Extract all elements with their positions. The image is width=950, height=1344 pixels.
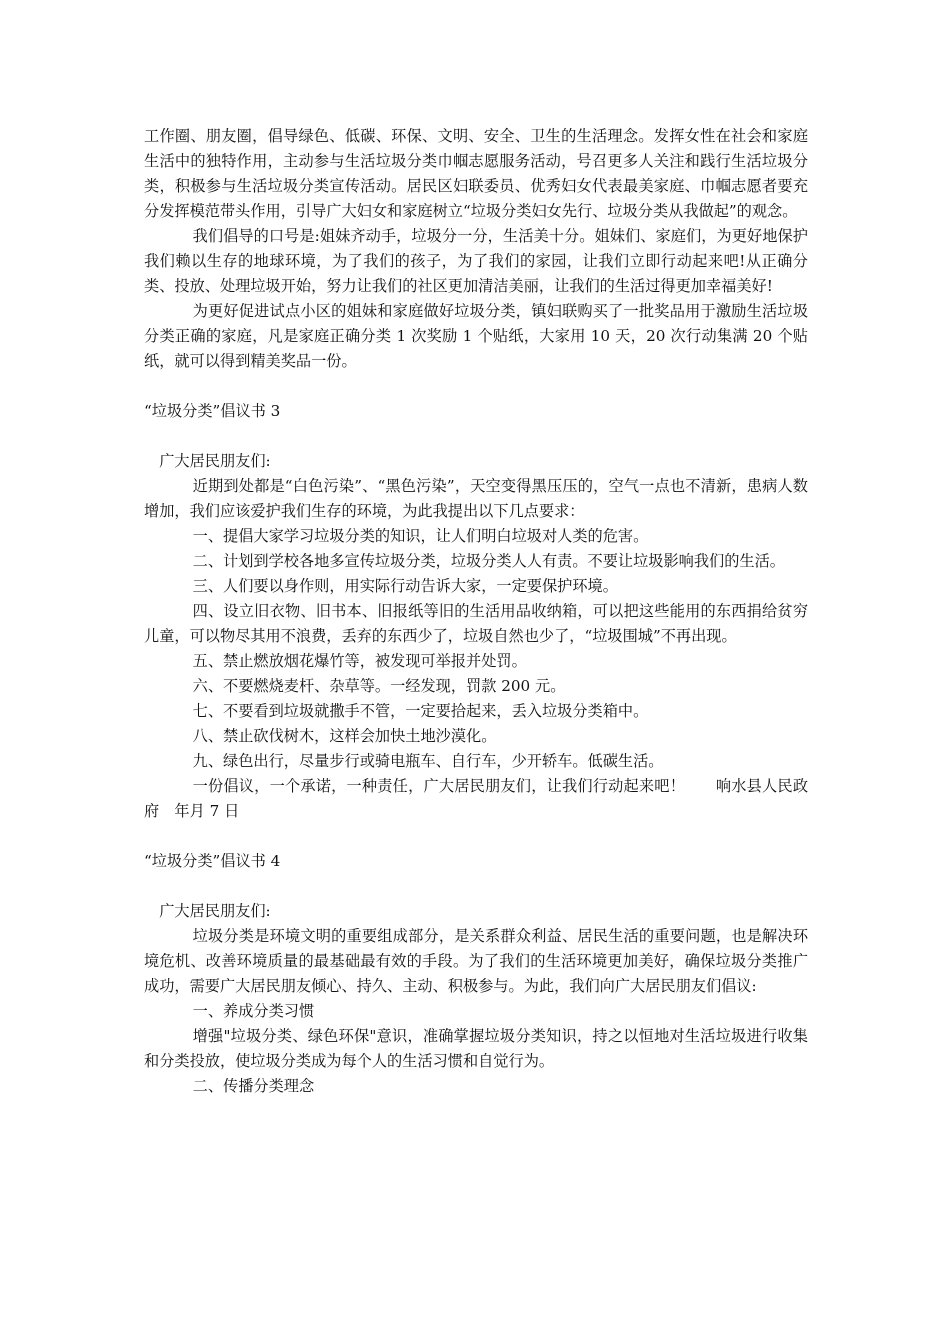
list-item: 二、计划到学校各地多宣传垃圾分类，垃圾分类人人有责。不要让垃圾影响我们的生活。	[192, 552, 785, 570]
list-item: 八、禁止砍伐树木，这样会加快土地沙漠化。	[192, 727, 497, 745]
paragraph: 近期到处都是“白色污染”、“黑色污染”，天空变得黑压压的，空气一点也不清新，患病人数增加，我们应该爱护我们生存的环境，为此我提出以下几点要求：	[144, 477, 808, 520]
salutation: 广大居民朋友们:	[159, 452, 271, 470]
list-item: 五、禁止燃放烟花爆竹等，被发现可举报并处罚。	[192, 652, 527, 670]
salutation: 广大居民朋友们:	[159, 902, 271, 920]
subheading: 二、传播分类理念	[192, 1077, 315, 1095]
section-heading: “垃圾分类”倡议书 3	[144, 402, 281, 420]
closing-line: 一份倡议，一个承诺，一种责任，广大居民朋友们，让我们行动起来吧！ 响水县人民政府 年月 7 日	[144, 777, 808, 820]
list-item: 九、绿色出行，尽量步行或骑电瓶车、自行车，少开轿车。低碳生活。	[192, 752, 664, 770]
list-item: 一、提倡大家学习垃圾分类的知识，让人们明白垃圾对人类的危害。	[192, 527, 649, 545]
list-item: 七、不要看到垃圾就撒手不管，一定要拾起来，丢入垃圾分类箱中。	[192, 702, 649, 720]
section-heading: “垃圾分类”倡议书 4	[144, 852, 281, 870]
paragraph: 我们倡导的口号是:姐妹齐动手，垃圾分一分，生活美十分。姐妹们、家庭们，为更好地保护我们赖以生存的地球环境，为了我们的孩子，为了我们的家园，让我们立即行动起来吧!从正确分类、投放、处理垃圾开始，努力让我们的社区更加清洁美丽，让我们的生活过得更加幸福美好!	[144, 227, 808, 295]
list-item: 四、设立旧衣物、旧书本、旧报纸等旧的生活用品收纳箱，可以把这些能用的东西捐给贫穷儿童，可以物尽其用不浪费，丢弃的东西少了，垃圾自然也少了，“垃圾围城”不再出现。	[144, 602, 808, 645]
paragraph: 垃圾分类是环境文明的重要组成部分，是关系群众利益、居民生活的重要问题，也是解决环境危机、改善环境质量的最基础最有效的手段。为了我们的生活环境更加美好，确保垃圾分类推广成功，需要广大居民朋友倾心、持久、主动、积极参与。为此，我们向广大居民朋友们倡议:	[144, 927, 808, 995]
paragraph: 工作圈、朋友圈，倡导绿色、低碳、环保、文明、安全、卫生的生活理念。发挥女性在社会和家庭生活中的独特作用，主动参与生活垃圾分类巾帼志愿服务活动，号召更多人关注和践行生活垃圾分类，积极参与生活垃圾分类宣传活动。居民区妇联委员、优秀妇女代表最美家庭、巾帼志愿者要充分发挥模范带头作用，引导广大妇女和家庭树立“垃圾分类妇女先行、垃圾分类从我做起”的观念。	[144, 127, 808, 220]
paragraph: 增强"垃圾分类、绿色环保"意识，准确掌握垃圾分类知识，持之以恒地对生活垃圾进行收集和分类投放，使垃圾分类成为每个人的生活习惯和自觉行为。	[144, 1027, 808, 1070]
subheading: 一、养成分类习惯	[192, 1002, 315, 1020]
document-page	[144, 124, 808, 1099]
paragraph: 为更好促进试点小区的姐妹和家庭做好垃圾分类，镇妇联购买了一批奖品用于激励生活垃圾分类正确的家庭，凡是家庭正确分类 1 次奖励 1 个贴纸，大家用 10 天，20 次行动集满 20 个贴纸，就可以得到精美奖品一份。	[144, 302, 808, 370]
list-item: 六、不要燃烧麦杆、杂草等。一经发现，罚款 200 元。	[192, 677, 566, 695]
list-item: 三、人们要以身作则，用实际行动告诉大家，一定要保护环境。	[192, 577, 618, 595]
